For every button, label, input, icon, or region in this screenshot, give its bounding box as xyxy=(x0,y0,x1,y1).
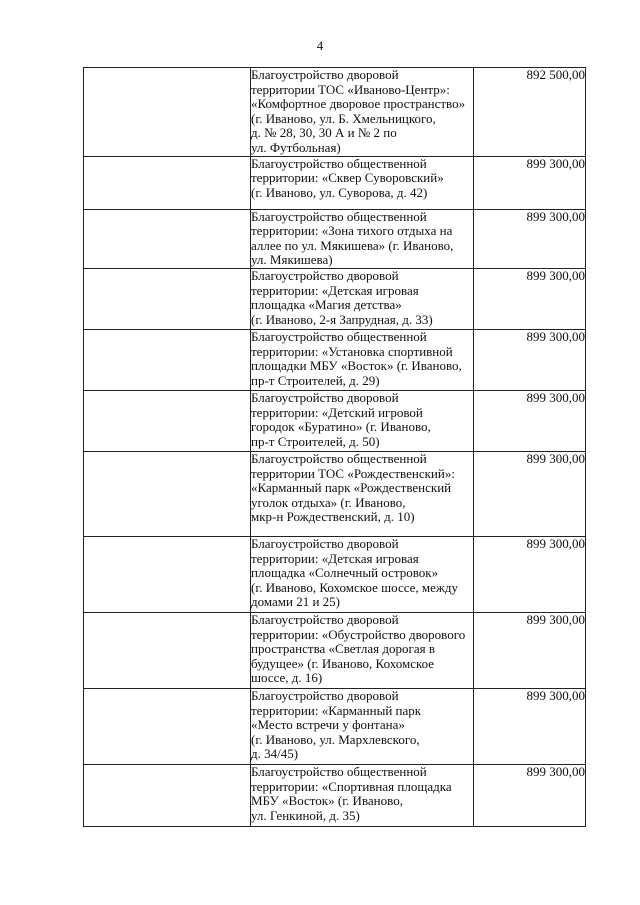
description-line: территории: «Сквер Суворовский» xyxy=(251,170,444,186)
table-row xyxy=(84,688,586,764)
description-line: территории: «Детская игровая xyxy=(251,550,419,566)
description-line: площадка «Магия детства» xyxy=(251,297,402,313)
amount-cell: 899 300,00 xyxy=(474,329,586,390)
table-row xyxy=(84,536,586,612)
description-line: пр-т Строителей, д. 50) xyxy=(251,433,380,449)
page-number: 4 xyxy=(316,38,324,53)
table-row xyxy=(84,209,586,268)
description-line: пр-т Строителей, д. 29) xyxy=(251,372,380,388)
table-row xyxy=(84,612,586,688)
amount-cell: 899 300,00 xyxy=(474,451,586,536)
description-line: площадка «Солнечный островок» xyxy=(251,565,439,581)
description-line: Благоустройство дворовой xyxy=(251,611,399,627)
project-description xyxy=(251,536,474,612)
description-line: «Место встречи у фонтана» xyxy=(251,717,405,733)
empty-cell xyxy=(84,451,251,536)
description-line: Благоустройство дворовой xyxy=(251,535,399,551)
description-line: ул. Футбольная) xyxy=(251,139,341,155)
table-row xyxy=(84,764,586,826)
empty-cell xyxy=(84,612,251,688)
description-line: «Карманный парк «Рождественский xyxy=(251,480,452,496)
amount-cell: 899 300,00 xyxy=(474,688,586,764)
description-line: шоссе, д. 16) xyxy=(251,670,323,686)
amount-cell: 899 300,00 xyxy=(474,764,586,826)
description-line: городок «Буратино» (г. Иваново, xyxy=(251,419,431,435)
description-line: Благоустройство общественной xyxy=(251,328,427,344)
description-line: Благоустройство дворовой xyxy=(251,389,399,405)
description-line: (г. Иваново, 2-я Запрудная, д. 33) xyxy=(251,311,433,327)
table-row xyxy=(84,68,586,157)
description-line: территории ТОС «Рождественский»: xyxy=(251,465,455,481)
empty-cell xyxy=(84,156,251,209)
description-line: домами 21 и 25) xyxy=(251,594,340,610)
description-line: Благоустройство общественной xyxy=(251,763,427,779)
description-line: МБУ «Восток» (г. Иваново, xyxy=(251,793,403,809)
description-line: Благоустройство общественной xyxy=(251,155,427,171)
amount-cell: 899 300,00 xyxy=(474,536,586,612)
description-line: «Комфортное дворовое пространство» xyxy=(251,96,466,112)
description-line: будущее» (г. Иваново, Кохомское xyxy=(251,655,435,671)
description-line: территории: «Карманный парк xyxy=(251,702,422,718)
funding-table xyxy=(83,67,586,827)
description-line: ул. Мякишева) xyxy=(251,252,333,268)
empty-cell xyxy=(84,329,251,390)
amount-cell: 899 300,00 xyxy=(474,156,586,209)
description-line: д. 34/45) xyxy=(251,746,299,762)
description-line: ул. Генкиной, д. 35) xyxy=(251,807,360,823)
description-line: Благоустройство дворовой xyxy=(251,267,399,283)
description-line: (г. Иваново, ул. Б. Хмельницкого, xyxy=(251,110,436,126)
table-row xyxy=(84,390,586,451)
project-description xyxy=(251,268,474,329)
empty-cell xyxy=(84,68,251,157)
amount-cell: 899 300,00 xyxy=(474,390,586,451)
description-line: территории ТОС «Иваново-Центр»: xyxy=(251,81,450,97)
table-row xyxy=(84,451,586,536)
description-line: территории: «Спортивная площадка xyxy=(251,778,452,794)
description-line: Благоустройство общественной xyxy=(251,450,427,466)
empty-cell xyxy=(84,268,251,329)
description-line: пространства «Светлая дорогая в xyxy=(251,641,435,657)
description-line: территории: «Обустройство дворового xyxy=(251,626,466,642)
description-line: уголок отдыха» (г. Иваново, xyxy=(251,494,406,510)
project-description xyxy=(251,156,474,209)
description-line: территории: «Детская игровая xyxy=(251,282,419,298)
description-line: (г. Иваново, ул. Суворова, д. 42) xyxy=(251,184,428,200)
description-line: (г. Иваново, Кохомское шоссе, между xyxy=(251,579,459,595)
empty-cell xyxy=(84,390,251,451)
table-row xyxy=(84,268,586,329)
project-description xyxy=(251,68,474,157)
table-row xyxy=(84,156,586,209)
amount-cell: 899 300,00 xyxy=(474,612,586,688)
project-description xyxy=(251,209,474,268)
project-description xyxy=(251,612,474,688)
empty-cell xyxy=(84,536,251,612)
description-line: территории: «Детский игровой xyxy=(251,404,423,420)
table-row xyxy=(84,329,586,390)
project-description xyxy=(251,451,474,536)
description-line: площадки МБУ «Восток» (г. Иваново, xyxy=(251,358,462,374)
amount-cell: 892 500,00 xyxy=(474,68,586,157)
empty-cell xyxy=(84,688,251,764)
project-description xyxy=(251,688,474,764)
project-description xyxy=(251,764,474,826)
description-line: территории: «Зона тихого отдыха на xyxy=(251,223,453,239)
amount-cell: 899 300,00 xyxy=(474,209,586,268)
description-line: (г. Иваново, ул. Мархлевского, xyxy=(251,731,420,747)
description-line: Благоустройство дворовой xyxy=(251,687,399,703)
empty-cell xyxy=(84,764,251,826)
description-line: д. № 28, 30, 30 А и № 2 по xyxy=(251,125,397,141)
description-line: аллее по ул. Мякишева» (г. Иваново, xyxy=(251,237,454,253)
description-line: Благоустройство дворовой xyxy=(251,67,399,82)
description-line: Благоустройство общественной xyxy=(251,208,427,224)
project-description xyxy=(251,390,474,451)
empty-cell xyxy=(84,209,251,268)
description-line: мкр-н Рождественский, д. 10) xyxy=(251,509,415,525)
description-line: территории: «Установка спортивной xyxy=(251,343,453,359)
amount-cell: 899 300,00 xyxy=(474,268,586,329)
project-description xyxy=(251,329,474,390)
